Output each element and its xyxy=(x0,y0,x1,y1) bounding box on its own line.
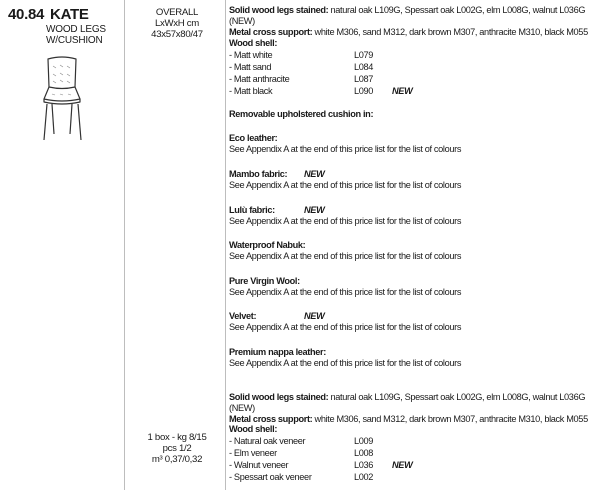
shell-row-name: - Spessart oak veneer xyxy=(229,472,312,482)
fabric-block xyxy=(229,347,594,369)
dimensions-units: LxWxH cm xyxy=(155,18,199,29)
fabric-title xyxy=(229,276,594,287)
wood-shell-title: Wood shell: xyxy=(229,424,278,434)
new-badge: NEW xyxy=(392,86,413,96)
shell-row-name: - Walnut veneer xyxy=(229,460,289,470)
shell-row xyxy=(229,49,594,61)
cushion-title: Removable upholstered cushion in: xyxy=(229,109,374,119)
shell-row xyxy=(229,85,594,97)
shell-row xyxy=(229,459,594,471)
fabric-title xyxy=(229,169,594,180)
fabric-title-text: Eco leather: xyxy=(229,133,278,143)
shell-row-code: L087 xyxy=(354,74,374,84)
subtitle-line-2: W/CUSHION xyxy=(46,35,103,46)
fabric-text: See Appendix A at the end of this price list for the list of colours xyxy=(229,358,462,368)
fabric-text: See Appendix A at the end of this price list for the list of colours xyxy=(229,322,462,332)
dimensions-values: 43x57x80/47 xyxy=(151,29,203,40)
new-badge: NEW xyxy=(304,205,325,215)
column-divider-right xyxy=(225,0,226,490)
fabric-title-text: Premium nappa leather: xyxy=(229,347,326,357)
product-name: KATE xyxy=(50,6,89,23)
dimensions-block xyxy=(130,7,224,40)
fabric-title-text: Waterproof Nabuk: xyxy=(229,240,306,250)
new-badge: NEW xyxy=(392,460,413,470)
fabric-text: See Appendix A at the end of this price list for the list of colours xyxy=(229,144,462,154)
shell-row-code: L002 xyxy=(354,472,374,482)
shell-row xyxy=(229,471,594,483)
shell-row-name: - Matt black xyxy=(229,86,273,96)
product-code: 40.84 xyxy=(8,6,45,23)
shell-row-code: L090 xyxy=(354,86,374,96)
shell-row-code: L036 xyxy=(354,460,374,470)
legs-label: Solid wood legs stained: xyxy=(229,392,329,402)
fabric-title-text: Velvet: xyxy=(229,311,257,321)
fabric-title-text: Lulù fabric: xyxy=(229,205,275,215)
shell-row-code: L009 xyxy=(354,436,374,446)
legs-text: natural oak L109G, Spessart oak L002G, elm L008G, walnut L036G (NEW) xyxy=(229,392,586,413)
fabric-title xyxy=(229,311,594,322)
fabric-text: See Appendix A at the end of this price list for the list of colours xyxy=(229,287,462,297)
column-divider-left xyxy=(124,0,125,490)
shell-row-name: - Natural oak veneer xyxy=(229,436,306,446)
shell-row-code: L008 xyxy=(354,448,374,458)
shell-row-code: L084 xyxy=(354,62,374,72)
packaging-line-2: pcs 1/2 xyxy=(162,443,192,454)
packaging-line-3: m³ 0,37/0,32 xyxy=(151,454,203,465)
product-code-title xyxy=(8,6,89,23)
legs-support-block-2 xyxy=(229,392,594,425)
shell-row-name: - Matt white xyxy=(229,50,273,60)
support-text: white M306, sand M312, dark brown M307, anthracite M310, black M055 xyxy=(312,414,588,424)
support-label: Metal cross support: xyxy=(229,27,313,37)
fabric-title xyxy=(229,240,594,251)
fabric-block xyxy=(229,240,594,262)
legs-label: Solid wood legs stained: xyxy=(229,5,329,15)
fabric-text: See Appendix A at the end of this price list for the list of colours xyxy=(229,216,462,226)
fabric-title xyxy=(229,347,594,358)
legs-text: natural oak L109G, Spessart oak L002G, elm L008G, walnut L036G (NEW) xyxy=(229,5,586,26)
shell-row xyxy=(229,61,594,73)
fabric-title xyxy=(229,205,594,216)
fabric-block xyxy=(229,276,594,298)
shell-row xyxy=(229,435,594,447)
packaging-block xyxy=(130,432,224,465)
dimensions-label: OVERALL xyxy=(155,7,199,18)
fabric-text: See Appendix A at the end of this price list for the list of colours xyxy=(229,251,462,261)
shell-row xyxy=(229,73,594,85)
packaging-line-1: 1 box - kg 8/15 xyxy=(147,432,207,443)
new-badge: NEW xyxy=(304,169,325,179)
shell-row-name: - Elm veneer xyxy=(229,448,277,458)
wood-shell-block-2 xyxy=(229,424,594,483)
fabric-block xyxy=(229,133,594,155)
subtitle-line-1: WOOD LEGS xyxy=(46,24,106,35)
shell-row-code: L079 xyxy=(354,50,374,60)
fabric-block xyxy=(229,169,594,191)
fabric-text: See Appendix A at the end of this price list for the list of colours xyxy=(229,180,462,190)
fabric-title-text: Pure Virgin Wool: xyxy=(229,276,300,286)
product-subtitle xyxy=(46,24,106,46)
support-text: white M306, sand M312, dark brown M307, anthracite M310, black M055 xyxy=(312,27,588,37)
legs-support-block xyxy=(229,5,594,38)
shell-row-name: - Matt sand xyxy=(229,62,272,72)
shell-row xyxy=(229,447,594,459)
shell-row-name: - Matt anthracite xyxy=(229,74,290,84)
support-label: Metal cross support: xyxy=(229,414,313,424)
fabric-title xyxy=(229,133,594,144)
wood-shell-block xyxy=(229,38,594,97)
fabric-block xyxy=(229,205,594,227)
fabric-title-text: Mambo fabric: xyxy=(229,169,288,179)
chair-icon xyxy=(40,54,86,151)
new-badge: NEW xyxy=(304,311,325,321)
fabric-block xyxy=(229,311,594,333)
wood-shell-title: Wood shell: xyxy=(229,38,278,48)
